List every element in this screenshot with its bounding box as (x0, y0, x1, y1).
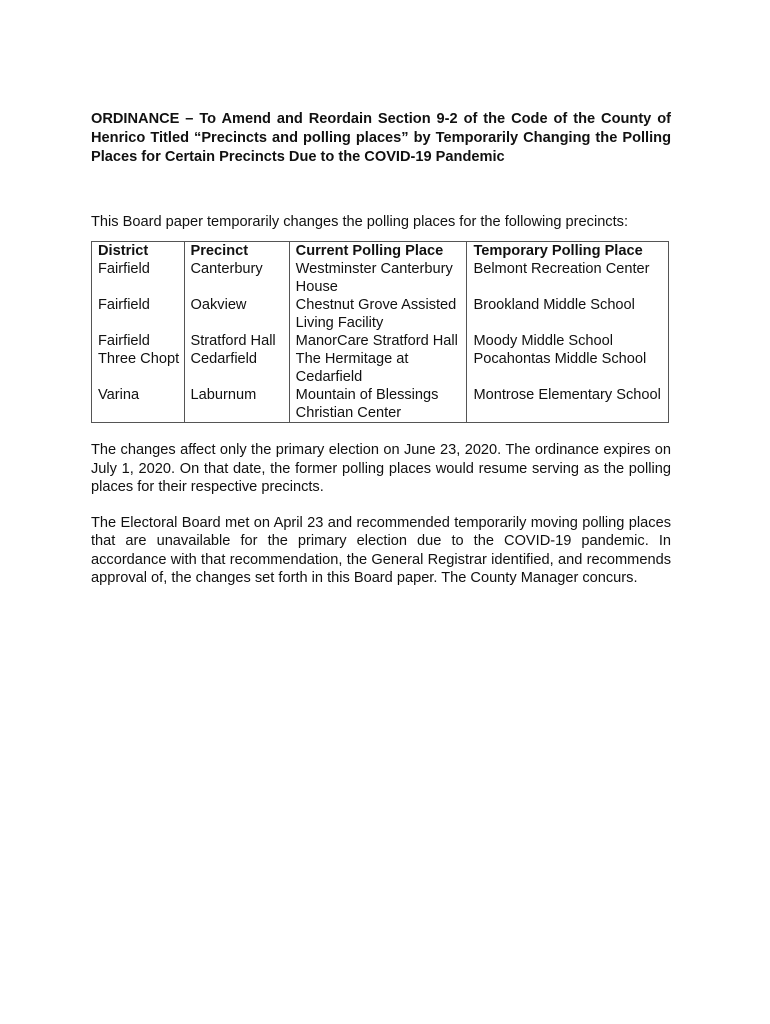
header-district: District (92, 242, 185, 261)
cell-district: Three Chopt (92, 350, 185, 386)
cell-precinct: Cedarfield (184, 350, 289, 386)
precincts-table (91, 241, 669, 423)
cell-current-polling-place: Westminster Canterbury House (289, 260, 467, 296)
cell-district: Varina (92, 386, 185, 423)
cell-precinct: Stratford Hall (184, 332, 289, 350)
cell-precinct: Oakview (184, 296, 289, 332)
cell-temporary-polling-place: Moody Middle School (467, 332, 669, 350)
cell-temporary-polling-place: Brookland Middle School (467, 296, 669, 332)
cell-district: Fairfield (92, 296, 185, 332)
table-row (92, 386, 669, 423)
cell-current-polling-place: Mountain of Blessings Christian Center (289, 386, 467, 423)
cell-temporary-polling-place: Belmont Recreation Center (467, 260, 669, 296)
table-row (92, 350, 669, 386)
table-row (92, 296, 669, 332)
table-row (92, 260, 669, 296)
cell-temporary-polling-place: Montrose Elementary School (467, 386, 669, 423)
document-title: ORDINANCE – To Amend and Reordain Section 9-2 of the Code of the County of Henrico Titled “Precincts and polling places” by Temporarily Changing the Polling Places for Certain Precincts Due to the COVID-19 Pandemic (91, 111, 671, 165)
cell-current-polling-place: Chestnut Grove Assisted Living Facility (289, 296, 467, 332)
paragraph-election-dates: The changes affect only the primary election on June 23, 2020. The ordinance expires on July 1, 2020. On that date, the former polling places would resume serving as the polling places for their respective precincts. (91, 442, 671, 495)
header-current-polling-place: Current Polling Place (289, 242, 467, 261)
cell-district: Fairfield (92, 260, 185, 296)
cell-temporary-polling-place: Pocahontas Middle School (467, 350, 669, 386)
document-page (91, 110, 671, 588)
cell-current-polling-place: ManorCare Stratford Hall (289, 332, 467, 350)
paragraph-electoral-board: The Electoral Board met on April 23 and recommended temporarily moving polling places that are unavailable for the primary election due to the COVID-19 pandemic. In accordance with that recommendation, the General Registrar identified, and recommends approval of, the changes set forth in this Board paper. The County Manager concurs. (91, 514, 671, 586)
header-temporary-polling-place: Temporary Polling Place (467, 242, 669, 261)
intro-paragraph: This Board paper temporarily changes the polling places for the following precincts: (91, 214, 629, 230)
cell-district: Fairfield (92, 332, 185, 350)
cell-precinct: Laburnum (184, 386, 289, 423)
header-precinct: Precinct (184, 242, 289, 261)
cell-precinct: Canterbury (184, 260, 289, 296)
table-row (92, 332, 669, 350)
cell-current-polling-place: The Hermitage at Cedarfield (289, 350, 467, 386)
table-header-row (92, 242, 669, 261)
